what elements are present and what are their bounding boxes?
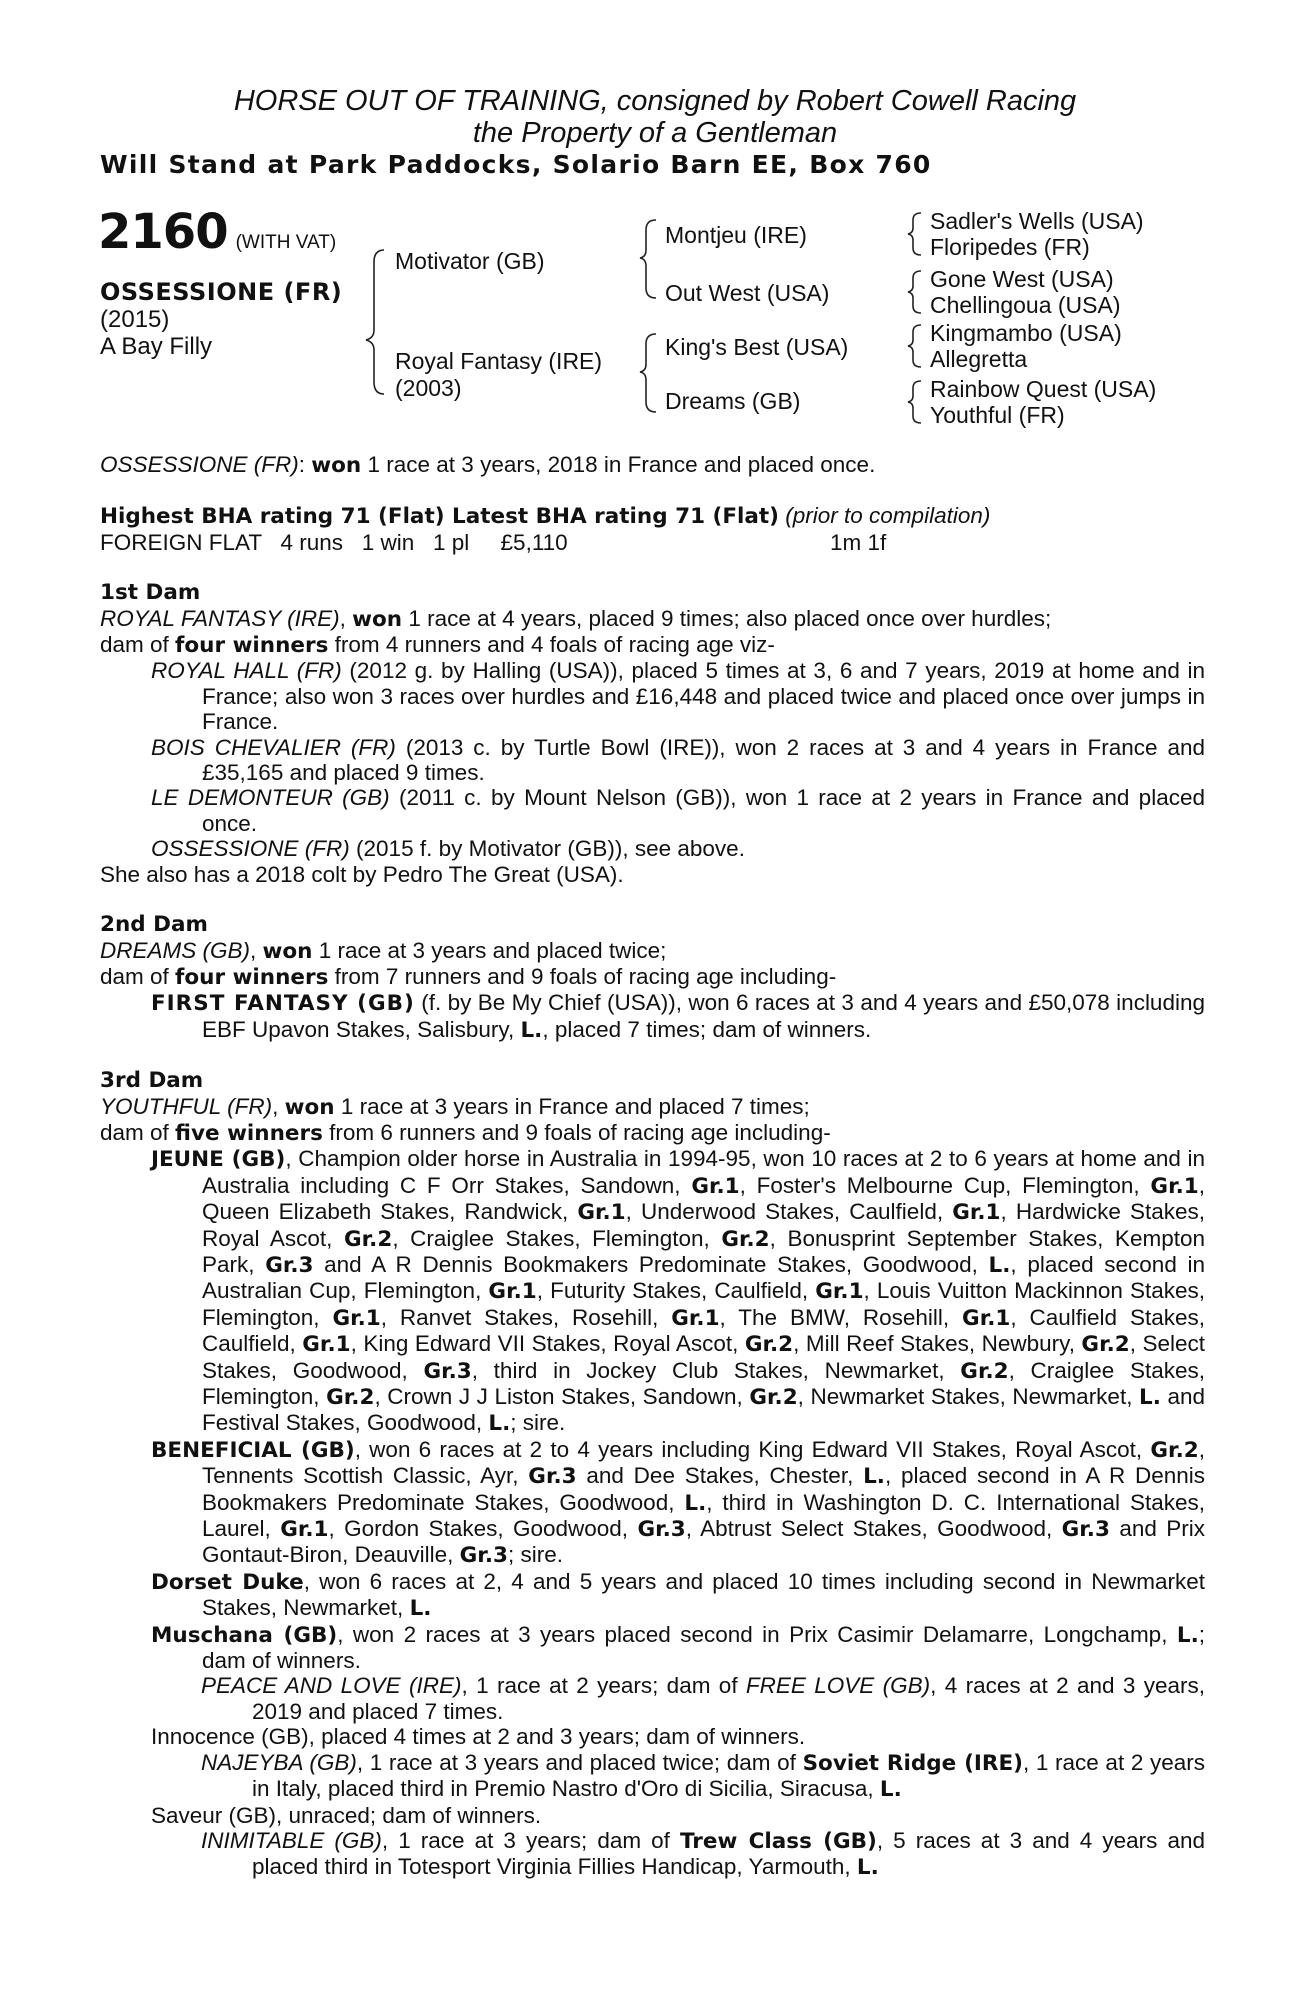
- first-dam-offspring: LE DEMONTEUR (GB) (2011 c. by Mount Nelson (GB)), won 1 race at 2 years in France and placed once.: [151, 785, 1205, 836]
- brace-g3: [908, 325, 921, 367]
- race-summary: OSSESSIONE (FR): won 1 race at 3 years, 2018 in France and placed once.: [100, 452, 876, 478]
- pedigree-dam-year: (2003): [395, 375, 462, 401]
- second-dam-heading: 2nd Dam: [100, 912, 208, 938]
- beneficial-entry: BENEFICIAL (GB), won 6 races at 2 to 4 years including King Edward VII Stakes, Royal Ascot, Gr.2, Tennents Scottish Classic, Ayr, Gr.3 and Dee Stakes, Chester, L., placed second in A R Dennis Bookmakers Predominate Stakes, Goodwood, L., third in Washington D. C. International Stakes, Laurel, Gr.1, Gordon Stakes, Goodwood, Gr.3, Abtrust Select Stakes, Goodwood, Gr.3 and Prix Gontaut-Biron, Deauville, Gr.3; sire.: [151, 1436, 1205, 1569]
- header-stabling: Will Stand at Park Paddocks, Solario Barn EE, Box 760: [100, 150, 932, 179]
- inimitable-entry: INIMITABLE (GB), 1 race at 3 years; dam of Trew Class (GB), 5 races at 3 and 4 years and placed third in Totesport Virginia Fillies Handicap, Yarmouth, L.: [201, 1827, 1205, 1881]
- horse-description: A Bay Filly: [100, 333, 213, 360]
- pedigree-sire: Motivator (GB): [395, 248, 545, 274]
- first-dam-offspring: OSSESSIONE (FR) (2015 f. by Motivator (GB)), see above.: [151, 836, 745, 862]
- second-dam-produce: dam of four winners from 7 runners and 9 foals of racing age including-: [100, 963, 837, 990]
- muschana-entry: Muschana (GB), won 2 races at 3 years placed second in Prix Casimir Delamarre, Longchamp, L.; dam of winners.: [151, 1621, 1206, 1674]
- brace-dam: [640, 334, 656, 412]
- pedigree-sire-dam: Out West (USA): [665, 280, 830, 306]
- second-dam-record: DREAMS (GB), won 1 race at 3 years and placed twice;: [100, 937, 667, 964]
- pedigree-g5: Kingmambo (USA): [930, 320, 1122, 346]
- pedigree-dam-sire: King's Best (USA): [665, 334, 849, 360]
- najeyba-entry: NAJEYBA (GB), 1 race at 3 years and placed twice; dam of Soviet Ridge (IRE), 1 race at 2 years in Italy, placed third in Premio Nastro d'Oro di Sicilia, Siracusa, L.: [201, 1749, 1205, 1803]
- brace-g2: [908, 271, 921, 313]
- third-dam-record: YOUTHFUL (FR), won 1 race at 3 years in France and placed 7 times;: [100, 1093, 810, 1120]
- first-dam-produce: dam of four winners from 4 runners and 4 foals of racing age viz-: [100, 632, 775, 659]
- horse-name: OSSESSIONE (FR): [100, 278, 343, 306]
- pedigree-g1: Sadler's Wells (USA): [930, 208, 1144, 234]
- dorset-duke-entry: Dorset Duke, won 6 races at 2, 4 and 5 years and placed 10 times including second in Newmarket Stakes, Newmarket, L.: [151, 1568, 1205, 1622]
- pedigree-sire-sire: Montjeu (IRE): [665, 222, 807, 248]
- racing-record: FOREIGN FLAT 4 runs 1 win 1 pl £5,110 1m 1f: [100, 529, 887, 555]
- first-dam-offspring: ROYAL HALL (FR) (2012 g. by Halling (USA)), placed 5 times at 3, 6 and 7 years, 2019 at home and in France; also won 3 races over hurdles and £16,448 and placed twice and placed once over jumps in France.: [151, 658, 1205, 735]
- brace-sire: [640, 220, 656, 298]
- third-dam-produce: dam of five winners from 6 runners and 9 foals of racing age including-: [100, 1119, 831, 1146]
- brace-main: [366, 250, 384, 394]
- innocence-entry: Innocence (GB), placed 4 times at 2 and 3 years; dam of winners.: [151, 1724, 806, 1750]
- second-dam-offspring: FIRST FANTASY (GB) (f. by Be My Chief (USA)), won 6 races at 3 and 4 years and £50,078 including EBF Upavon Stakes, Salisbury, L., placed 7 times; dam of winners.: [151, 990, 1205, 1043]
- first-dam-heading: 1st Dam: [100, 580, 201, 606]
- first-dam-record: ROYAL FANTASY (IRE), won 1 race at 4 years, placed 9 times; also placed once over hurdles;: [100, 605, 1052, 632]
- pedigree-g2: Floripedes (FR): [930, 234, 1090, 260]
- pedigree-g4: Chellingoua (USA): [930, 292, 1121, 318]
- pedigree-g7: Rainbow Quest (USA): [930, 376, 1157, 402]
- pedigree-dam: Royal Fantasy (IRE): [395, 348, 603, 374]
- lot-number: 2160: [98, 204, 228, 260]
- pedigree-g6: Allegretta: [930, 346, 1028, 372]
- brace-g1: [908, 213, 921, 255]
- rating-line: Highest BHA rating 71 (Flat) Latest BHA rating 71 (Flat) (prior to compilation): [100, 503, 991, 530]
- vat-note: (WITH VAT): [235, 232, 337, 253]
- first-dam-offspring: BOIS CHEVALIER (FR) (2013 c. by Turtle Bowl (IRE)), won 2 races at 3 and 4 years in France and £35,165 and placed 9 times.: [151, 734, 1205, 786]
- brace-g4: [908, 381, 921, 423]
- peace-and-love-entry: PEACE AND LOVE (IRE), 1 race at 2 years; dam of FREE LOVE (GB), 4 races at 2 and 3 years, 2019 and placed 7 times.: [201, 1673, 1205, 1724]
- horse-year: (2015): [100, 306, 170, 333]
- third-dam-heading: 3rd Dam: [100, 1068, 204, 1094]
- header-property: the Property of a Gentleman: [472, 117, 838, 149]
- header-consignor: HORSE OUT OF TRAINING, consigned by Robert Cowell Racing: [233, 85, 1077, 117]
- jeune-entry: JEUNE (GB), Champion older horse in Australia in 1994-95, won 10 races at 2 to 6 years at home and in Australia including C F Orr Stakes, Sandown, Gr.1, Foster's Melbourne Cup, Flemington, Gr.1, Queen Elizabeth Stakes, Randwick, Gr.1, Underwood Stakes, Caulfield, Gr.1, Hardwicke Stakes, Royal Ascot, Gr.2, Craiglee Stakes, Flemington, Gr.2, Bonusprint September Stakes, Kempton Park, Gr.3 and A R Dennis Bookmakers Predominate Stakes, Goodwood, L., placed second in Australian Cup, Flemington, Gr.1, Futurity Stakes, Caulfield, Gr.1, Louis Vuitton Mackinnon Stakes, Flemington, Gr.1, Ranvet Stakes, Rosehill, Gr.1, The BMW, Rosehill, Gr.1, Caulfield Stakes, Caulfield, Gr.1, King Edward VII Stakes, Royal Ascot, Gr.2, Mill Reef Stakes, Newbury, Gr.2, Select Stakes, Goodwood, Gr.3, third in Jockey Club Stakes, Newmarket, Gr.2, Craiglee Stakes, Flemington, Gr.2, Crown J J Liston Stakes, Sandown, Gr.2, Newmarket Stakes, Newmarket, L. and Festival Stakes, Goodwood, L.; sire.: [151, 1146, 1206, 1437]
- pedigree-g8: Youthful (FR): [930, 402, 1065, 428]
- first-dam-foal: She also has a 2018 colt by Pedro The Great (USA).: [100, 861, 624, 887]
- catalogue-body: [100, 452, 1205, 1881]
- saveur-entry: Saveur (GB), unraced; dam of winners.: [151, 1802, 542, 1828]
- pedigree-g3: Gone West (USA): [930, 266, 1114, 292]
- pedigree-dam-dam: Dreams (GB): [665, 388, 801, 414]
